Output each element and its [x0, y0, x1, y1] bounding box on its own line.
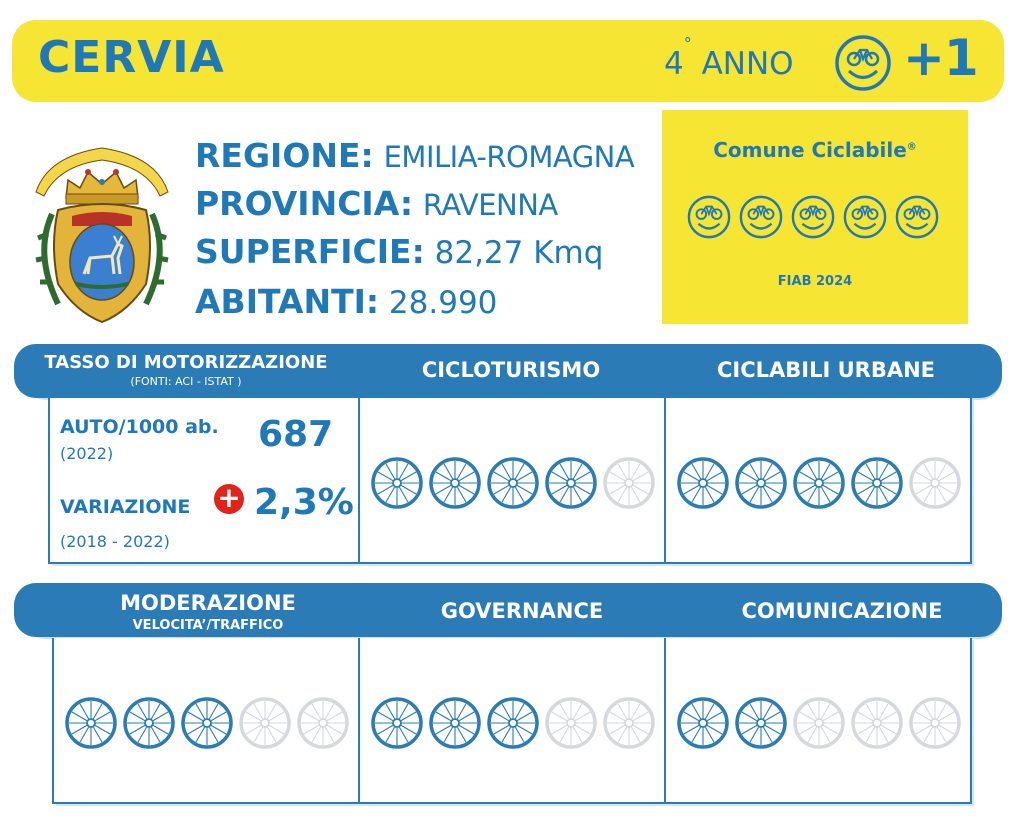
wheel-filled-icon: [486, 696, 540, 750]
bike-smiley-icon: [790, 194, 836, 240]
wheel-empty-icon: [908, 456, 962, 510]
comune-ciclabile-card: [662, 110, 968, 324]
wheel-filled-icon: [734, 456, 788, 510]
coat-of-arms-icon: [28, 134, 176, 328]
comunicazione-title: COMUNICAZIONE: [741, 599, 943, 623]
cc-title-text: Comune Ciclabile: [713, 138, 907, 162]
increment-badge: +1: [903, 29, 978, 87]
moderazione-title: MODERAZIONE: [120, 591, 296, 615]
auto-label: AUTO/1000 ab.: [60, 416, 219, 438]
year-label: [664, 33, 794, 82]
wheel-empty-icon: [602, 696, 656, 750]
wheel-filled-icon: [64, 696, 118, 750]
info-regione: [195, 136, 634, 175]
cicloturismo-title: CICLOTURISMO: [421, 358, 601, 382]
wheel-filled-icon: [180, 696, 234, 750]
variazione-value: 2,3%: [254, 482, 354, 523]
bike-smiley-icon: [686, 194, 732, 240]
wheel-filled-icon: [544, 456, 598, 510]
registered-mark: ®: [906, 141, 917, 153]
wheel-filled-icon: [370, 696, 424, 750]
comunicazione-rating: [676, 696, 966, 752]
auto-year: (2022): [60, 444, 114, 463]
wheel-filled-icon: [792, 456, 846, 510]
bike-smiley-icon: [834, 34, 892, 92]
ciclabili-urbane-rating: [676, 456, 966, 512]
ciclabili-urbane-title: CICLABILI URBANE: [717, 358, 935, 382]
abitanti-label: ABITANTI:: [195, 282, 380, 321]
comune-ciclabile-rating: [686, 194, 946, 242]
bike-smiley-icon: [738, 194, 784, 240]
wheel-filled-icon: [122, 696, 176, 750]
provincia-label: PROVINCIA:: [195, 184, 414, 223]
year-degree: °: [683, 33, 692, 53]
moderazione-panel: [52, 638, 360, 804]
cicloturismo-panel: [358, 398, 666, 564]
bike-smiley-icon: [894, 194, 940, 240]
comunicazione-panel: [664, 638, 972, 804]
provincia-value: RAVENNA: [422, 188, 558, 222]
comune-ciclabile-footer: FIAB 2024: [777, 274, 853, 289]
moderazione-sub: VELOCITA’/TRAFFICO: [132, 618, 284, 633]
comune-ciclabile-title: [662, 138, 968, 162]
bike-smiley-icon: [842, 194, 888, 240]
cicloturismo-rating: [370, 456, 660, 512]
wheel-empty-icon: [296, 696, 350, 750]
info-superficie: [195, 232, 603, 271]
year-word: ANNO: [701, 46, 794, 82]
variazione-label: VARIAZIONE: [60, 496, 191, 518]
wheel-empty-icon: [850, 696, 904, 750]
ciclabili-urbane-panel: [664, 398, 972, 564]
superficie-value: 82,27 Kmq: [434, 235, 604, 271]
info-abitanti: [195, 282, 497, 321]
wheel-empty-icon: [544, 696, 598, 750]
wheel-filled-icon: [428, 696, 482, 750]
info-provincia: [195, 184, 558, 223]
wheel-filled-icon: [370, 456, 424, 510]
year-number: 4: [664, 46, 684, 82]
wheel-empty-icon: [238, 696, 292, 750]
wheel-filled-icon: [676, 456, 730, 510]
motorizzazione-sources: (FONTI: ACI - ISTAT ): [130, 375, 242, 388]
governance-panel: [358, 638, 666, 804]
governance-rating: [370, 696, 660, 752]
wheel-empty-icon: [792, 696, 846, 750]
wheel-empty-icon: [602, 456, 656, 510]
city-name: CERVIA: [38, 32, 225, 83]
wheel-filled-icon: [428, 456, 482, 510]
regione-label: REGIONE:: [195, 136, 374, 175]
moderazione-rating: [64, 696, 354, 752]
wheel-filled-icon: [734, 696, 788, 750]
wheel-empty-icon: [908, 696, 962, 750]
wheel-filled-icon: [850, 456, 904, 510]
superficie-label: SUPERFICIE:: [195, 232, 425, 271]
auto-value: 687: [258, 414, 334, 455]
plus-icon: +: [214, 484, 244, 514]
variazione-period: (2018 - 2022): [60, 532, 170, 551]
wheel-filled-icon: [676, 696, 730, 750]
wheel-filled-icon: [486, 456, 540, 510]
abitanti-value: 28.990: [388, 285, 498, 321]
governance-title: GOVERNANCE: [440, 599, 604, 623]
regione-value: EMILIA-ROMAGNA: [383, 140, 635, 174]
motorizzazione-title: TASSO DI MOTORIZZAZIONE: [44, 352, 328, 373]
